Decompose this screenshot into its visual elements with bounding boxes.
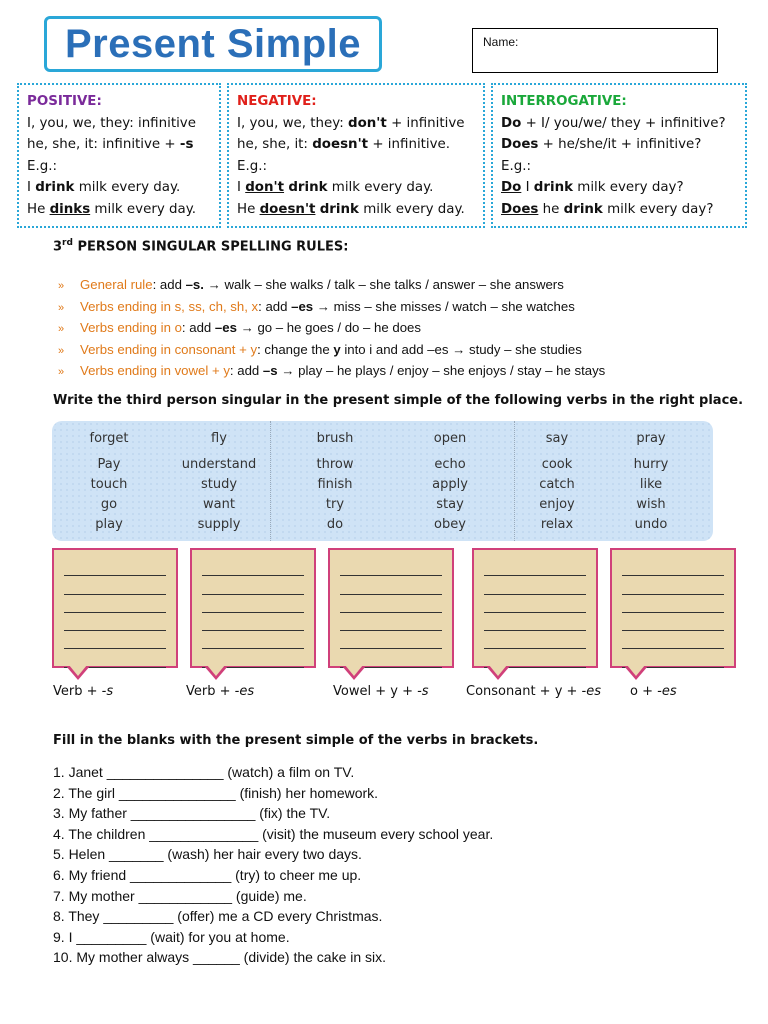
bubble-label: o + -es	[630, 684, 677, 699]
verb-panel	[52, 421, 713, 541]
verb-word: play	[95, 517, 123, 532]
verb-word: understand	[181, 457, 257, 472]
positive-eg: E.g.:	[27, 158, 57, 174]
verb-word: finish	[317, 477, 353, 492]
spelling-rule: » Verbs ending in o: add –es → go – he goes / do – he does	[58, 320, 421, 335]
verb-column	[64, 429, 154, 535]
positive-example-2: He dinks milk every day.	[27, 201, 196, 217]
verb-column	[290, 429, 380, 535]
positive-heading: POSITIVE:	[27, 94, 102, 109]
spelling-rule: » Verbs ending in consonant + y: change the y into i and add –es → study – she studies	[58, 341, 582, 357]
verb-word: forget	[89, 431, 129, 446]
exercise-item[interactable]: 2. The girl _______________ (finish) her homework.	[53, 784, 379, 801]
negative-example-1: I don't drink milk every day.	[237, 180, 434, 196]
verb-word: relax	[540, 517, 574, 532]
answer-bubble-consonant-y-es[interactable]	[472, 548, 598, 668]
verb-word: wish	[636, 497, 666, 512]
interrogative-line-2: Does + he/she/it + infinitive?	[501, 137, 702, 153]
verb-word: apply	[432, 477, 468, 492]
verb-word: open	[433, 431, 467, 446]
answer-bubble-o-es[interactable]	[610, 548, 736, 668]
verb-word: say	[545, 431, 569, 446]
verb-word: echo	[434, 457, 466, 472]
negative-heading: NEGATIVE:	[237, 94, 317, 109]
interrogative-eg: E.g.:	[501, 158, 531, 174]
spelling-rules-title: 3rd PERSON SINGULAR SPELLING RULES:	[53, 238, 349, 255]
bubble-label: Vowel + y + -s	[333, 684, 429, 699]
verb-word: enjoy	[539, 497, 575, 512]
verb-word: Pay	[97, 457, 121, 472]
verb-word: stay	[436, 497, 464, 512]
spelling-rules-list	[58, 275, 605, 383]
exercise-item[interactable]: 9. I _________ (wait) for you at home.	[53, 928, 290, 945]
interrogative-box	[491, 83, 747, 228]
verb-word: touch	[90, 477, 128, 492]
fill-in-exercise	[53, 762, 493, 968]
negative-example-2: He doesn't drink milk every day.	[237, 201, 465, 217]
negative-line-2: he, she, it: doesn't + infinitive.	[237, 137, 451, 153]
negative-eg: E.g.:	[237, 158, 267, 174]
exercise-item[interactable]: 8. They _________ (offer) me a CD every Christmas.	[53, 908, 383, 925]
verb-word: do	[326, 517, 344, 532]
verb-word: fly	[211, 431, 227, 446]
verb-word: catch	[539, 477, 575, 492]
interrogative-heading: INTERROGATIVE:	[501, 94, 627, 109]
positive-line-2: he, she, it: infinitive + -s	[27, 137, 194, 153]
verb-word: go	[100, 497, 118, 512]
verb-word: like	[639, 477, 663, 492]
verb-word: cook	[541, 457, 573, 472]
task-1-instruction: Write the third person singular in the present simple of the following verbs in the right place.	[53, 393, 744, 408]
verb-word: study	[200, 477, 238, 492]
verb-column	[606, 429, 696, 535]
interrogative-example-1: Do I drink milk every day?	[501, 180, 684, 196]
spelling-rule: » Verbs ending in vowel + y: add –s → play – he plays / enjoy – she enjoys / stay – he stays	[58, 363, 606, 378]
exercise-item[interactable]: 10. My mother always ______ (divide) the cake in six.	[53, 949, 387, 966]
answer-bubble-vowel-y-s[interactable]	[328, 548, 454, 668]
negative-box	[227, 83, 485, 228]
exercise-item[interactable]: 5. Helen _______ (wash) her hair every two days.	[53, 846, 362, 863]
bubble-label: Consonant + y + -es	[466, 684, 602, 699]
answer-bubble-verb-es[interactable]	[190, 548, 316, 668]
verb-word: supply	[197, 517, 241, 532]
verb-word: brush	[316, 431, 354, 446]
bubble-label: Verb + -es	[186, 684, 255, 699]
positive-example-1: I drink milk every day.	[27, 180, 181, 196]
name-field[interactable]	[472, 28, 718, 73]
title-box	[44, 16, 382, 72]
verb-column	[405, 429, 495, 535]
spelling-rule: » Verbs ending in s, ss, ch, sh, x: add –es → miss – she misses / watch – she watches	[58, 298, 575, 314]
interrogative-example-2: Does he drink milk every day?	[501, 201, 714, 217]
exercise-item[interactable]: 1. Janet _______________ (watch) a film on TV.	[53, 764, 355, 780]
exercise-item[interactable]: 6. My friend _____________ (try) to cheer me up.	[53, 866, 362, 883]
positive-line-1: I, you, we, they: infinitive	[27, 115, 196, 131]
verb-word: pray	[636, 431, 666, 446]
verb-word: undo	[634, 517, 668, 532]
verb-column	[174, 429, 264, 535]
negative-line-1: I, you, we, they: don't + infinitive	[237, 115, 465, 131]
spelling-rule: » General rule: add –s. → walk – she walks / talk – she talks / answer – she answers	[58, 277, 564, 292]
verb-word: hurry	[633, 457, 669, 472]
name-label: Name:	[483, 35, 519, 49]
exercise-item[interactable]: 3. My father ________________ (fix) the TV.	[53, 805, 331, 822]
interrogative-line-1: Do + I/ you/we/ they + infinitive?	[501, 115, 726, 131]
bubble-label: Verb + -s	[53, 684, 114, 699]
verb-column	[512, 429, 602, 535]
verb-word: obey	[434, 517, 466, 532]
verb-word: try	[325, 497, 345, 512]
verb-word: throw	[316, 457, 354, 472]
answer-bubble-verb-s[interactable]	[52, 548, 178, 668]
page-title: Present Simple	[64, 21, 361, 66]
positive-box	[17, 83, 221, 228]
task-2-instruction: Fill in the blanks with the present simple of the verbs in brackets.	[53, 733, 539, 748]
exercise-item[interactable]: 7. My mother ____________ (guide) me.	[53, 887, 307, 904]
exercise-item[interactable]: 4. The children ______________ (visit) the museum every school year.	[53, 825, 494, 842]
verb-word: want	[203, 497, 235, 512]
